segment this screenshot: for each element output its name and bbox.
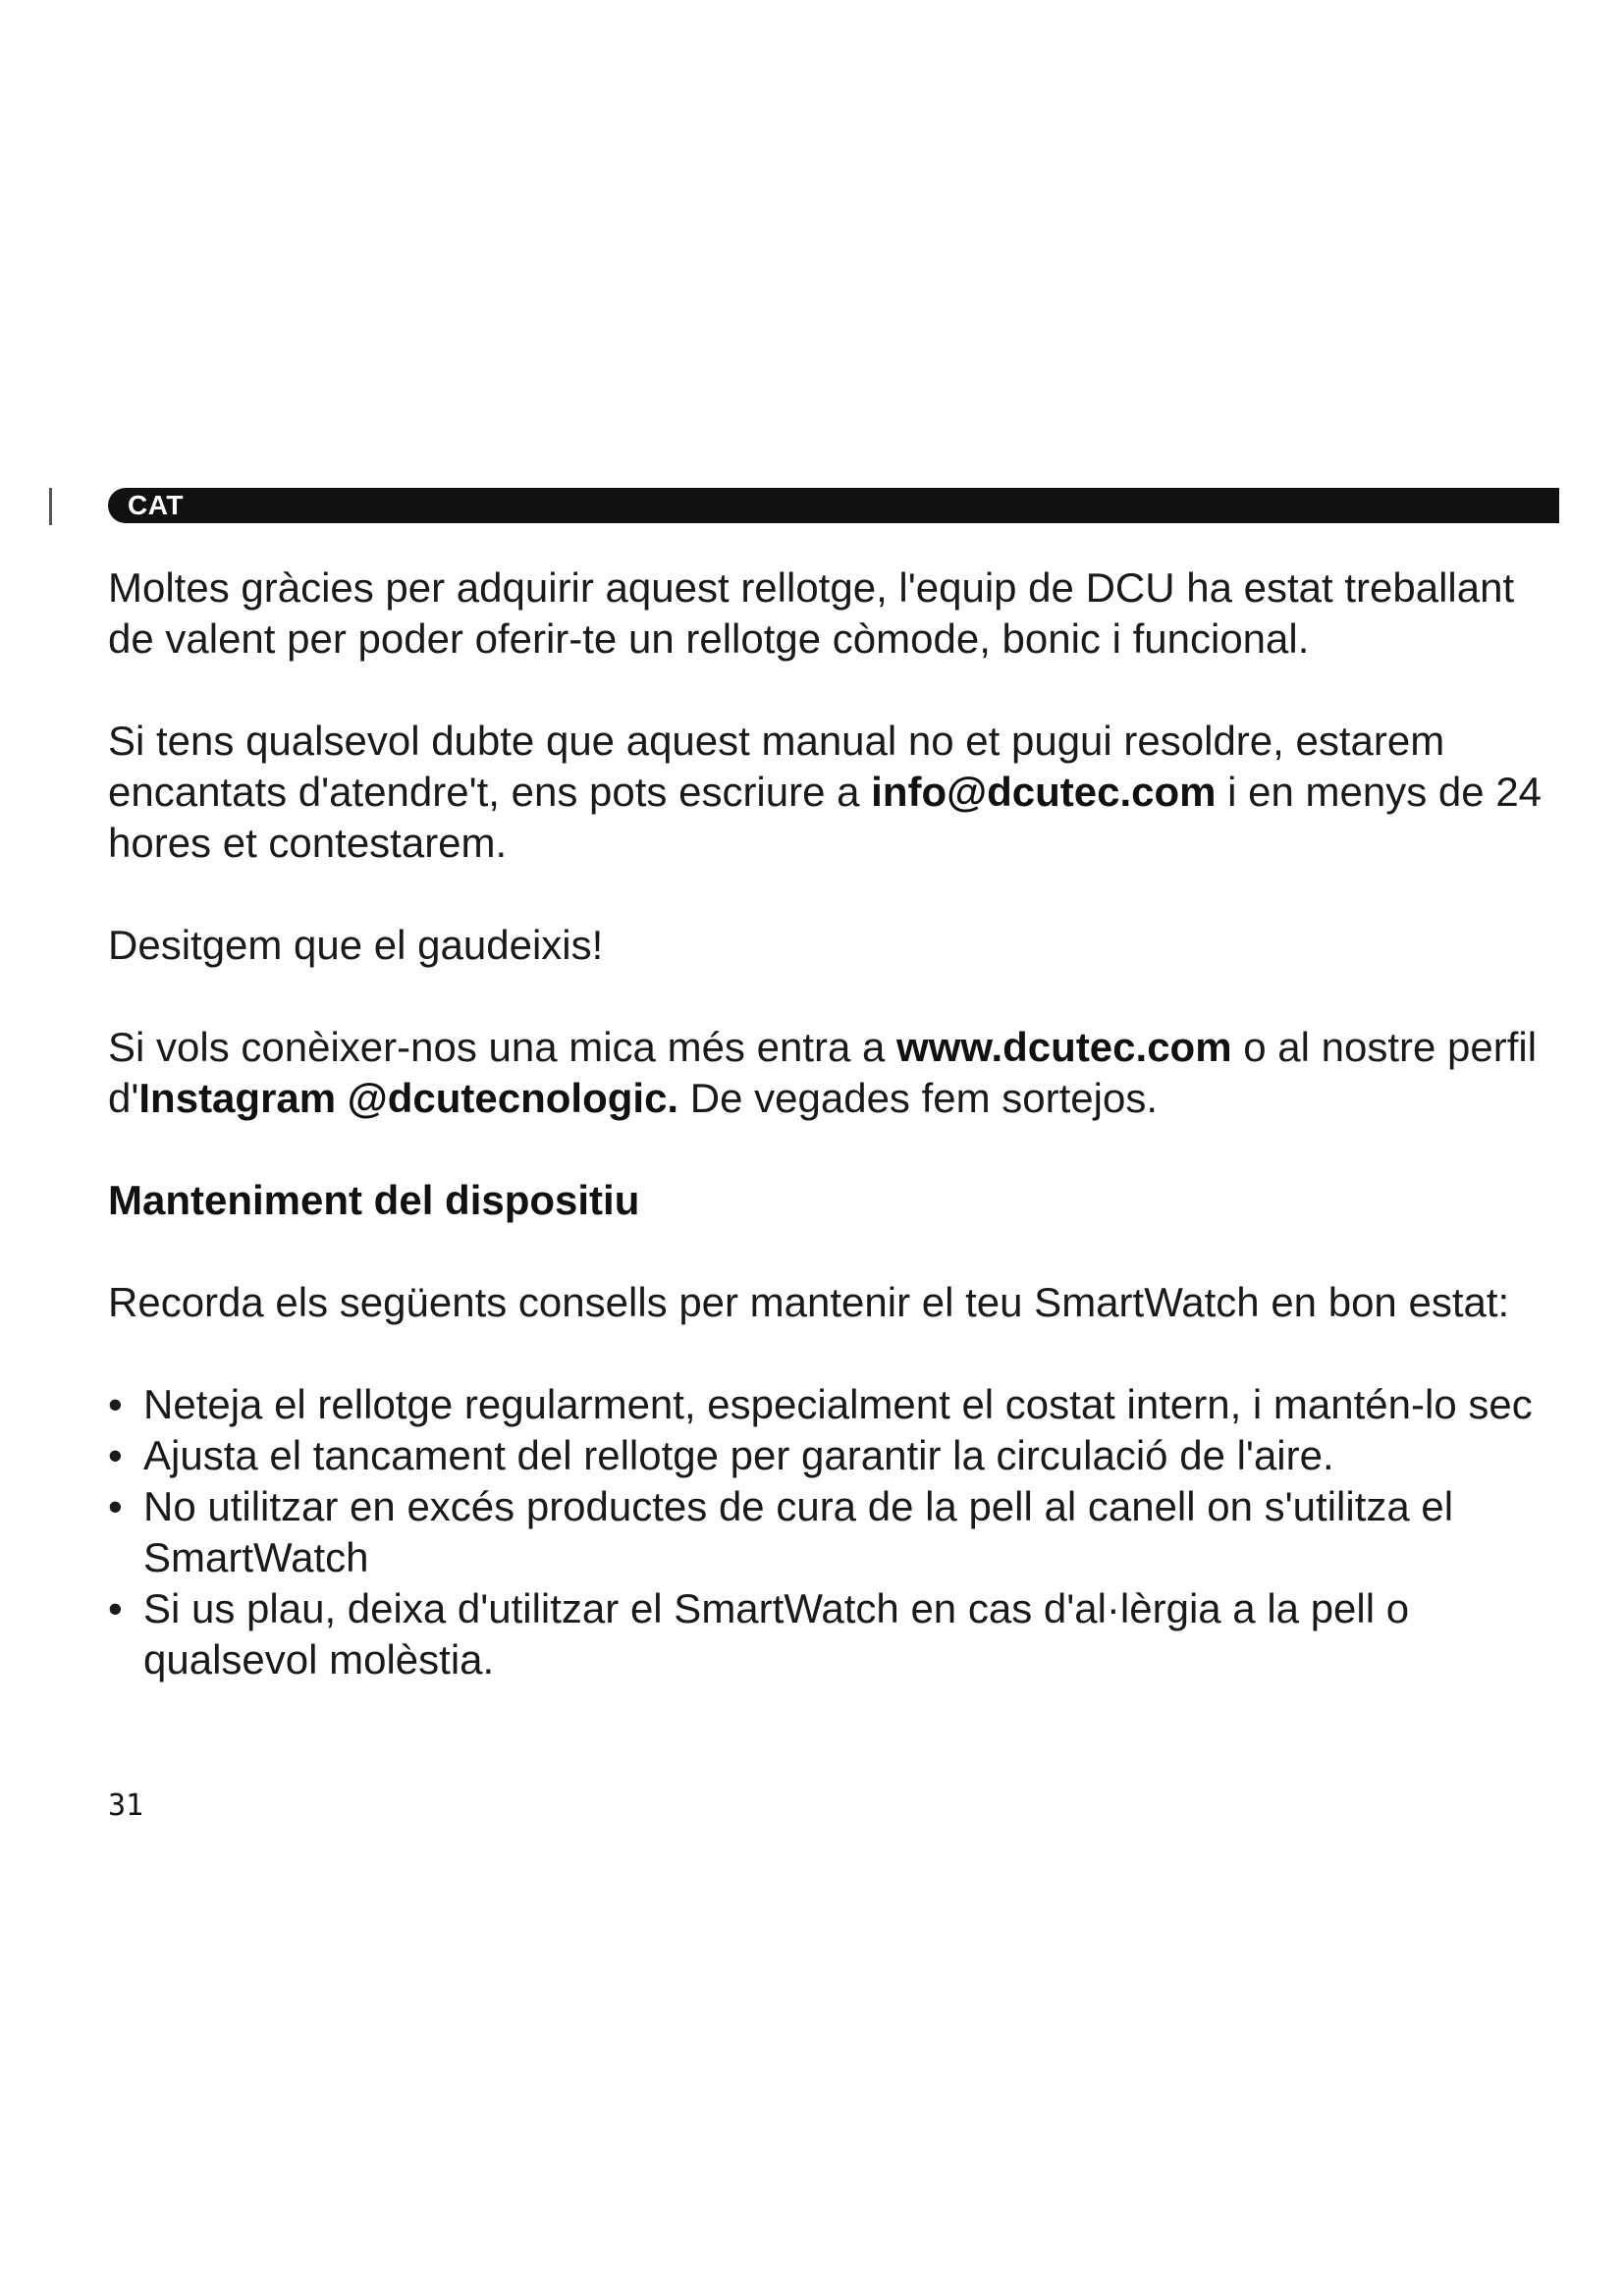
language-bar (108, 488, 1559, 523)
contact-email: info@dcutec.com (871, 769, 1217, 815)
tip-text: Neteja el rellotge regularment, especialment el costat intern, i mantén-lo sec (143, 1381, 1533, 1427)
website-link: www.dcutec.com (896, 1024, 1232, 1070)
bullet-icon: • (108, 1381, 123, 1427)
list-item (108, 1583, 1551, 1685)
page-number: 31 (108, 1789, 144, 1823)
list-item (108, 1430, 1551, 1481)
social-paragraph (108, 1022, 1551, 1124)
maintenance-heading: Manteniment del dispositiu (108, 1177, 640, 1223)
list-item (108, 1379, 1551, 1430)
bullet-icon: • (108, 1483, 123, 1529)
intro-paragraph: Moltes gràcies per adquirir aquest rellotge, l'equip de DCU ha estat treballant de valent per poder oferir-te un rellotge còmode, bonic i funcional. (108, 564, 1515, 662)
maintenance-intro: Recorda els següents consells per mantenir el teu SmartWatch en bon estat: (108, 1279, 1510, 1325)
social-text-start: Si vols conèixer-nos una mica més entra a (108, 1024, 897, 1070)
social-text-mid: o al nostre perfil d' (108, 1024, 1538, 1121)
contact-text-end: i en menys de 24 hores et contestarem. (108, 769, 1543, 866)
language-label: CAT (128, 490, 184, 520)
social-text-end: De vegades fem sortejos. (678, 1075, 1159, 1121)
instagram-handle: Instagram @dcutecnologic. (138, 1075, 679, 1121)
maintenance-tips-list (108, 1379, 1551, 1685)
bullet-icon: • (108, 1585, 123, 1631)
list-item (108, 1481, 1551, 1583)
crop-mark (49, 488, 52, 525)
main-content (108, 562, 1551, 1685)
bullet-icon: • (108, 1432, 123, 1478)
tip-text: No utilitzar en excés productes de cura de la pell al canell on s'utilitza el SmartWatch (143, 1483, 1454, 1580)
tip-text: Ajusta el tancament del rellotge per garantir la circulació de l'aire. (143, 1432, 1334, 1478)
tip-text: Si us plau, deixa d'utilitzar el SmartWatch en cas d'al·lèrgia a la pell o qualsevol molèstia. (143, 1585, 1410, 1682)
contact-paragraph (108, 716, 1551, 869)
enjoy-paragraph: Desitgem que el gaudeixis! (108, 922, 604, 968)
contact-text-start: Si tens qualsevol dubte que aquest manual no et pugui resoldre, estarem encantats d'atendre't, ens pots escriure a (108, 718, 1445, 815)
